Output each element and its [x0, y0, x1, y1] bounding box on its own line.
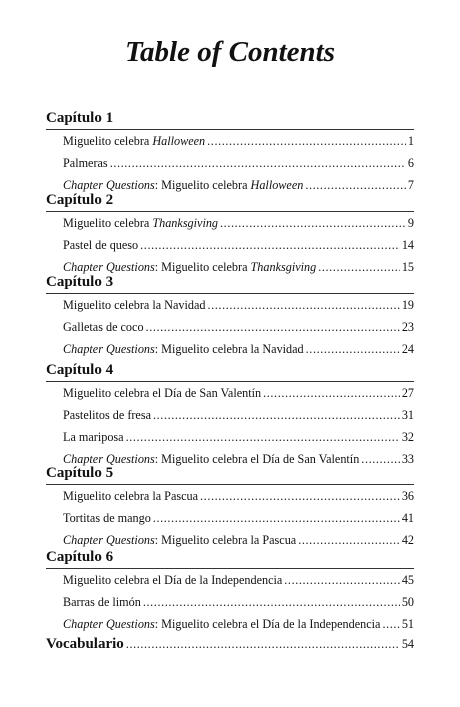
- entry-title: [63, 507, 151, 529]
- entry-page-number: 32: [401, 430, 414, 444]
- entry-title: [63, 130, 205, 152]
- toc-entry[interactable]: [46, 404, 414, 426]
- page-title: Table of Contents: [124, 36, 335, 68]
- chapter-block: [46, 462, 414, 551]
- entry-prefix: Chapter Questions: [63, 452, 155, 466]
- entry-page-number: 9: [407, 216, 414, 230]
- vocabulary-heading: Vocabulario: [46, 636, 124, 652]
- toc-entry[interactable]: [46, 507, 414, 529]
- chapter-heading: Capítulo 5: [46, 465, 114, 481]
- entry-title: [63, 426, 124, 448]
- entry-page-number: 23: [401, 320, 414, 334]
- toc-entry[interactable]: [46, 426, 414, 448]
- entry-page-number: 14: [401, 238, 414, 252]
- entry-page-number: 33: [401, 452, 414, 466]
- toc-entry[interactable]: [46, 485, 414, 507]
- entry-title: [63, 212, 218, 234]
- toc-entry[interactable]: [46, 569, 414, 591]
- entry-prefix: Chapter Questions: [63, 260, 155, 274]
- dot-leader: [263, 382, 400, 404]
- entry-title: [63, 591, 141, 613]
- entry-prefix: Chapter Questions: [63, 342, 155, 356]
- toc-entry[interactable]: [46, 234, 414, 256]
- entry-page-number: 1: [407, 134, 414, 148]
- dot-leader: [153, 507, 400, 529]
- entry-italic-text: Thanksgiving: [250, 260, 317, 274]
- dot-leader: [126, 426, 400, 448]
- toc-entry[interactable]: [46, 316, 414, 338]
- dot-leader: [306, 338, 400, 360]
- entry-text: : Miguelito celebra la Navidad: [154, 342, 304, 356]
- entry-text: Barras de limón: [63, 595, 141, 609]
- dot-leader: [110, 152, 406, 174]
- chapter-block: [46, 271, 414, 360]
- entry-text: : Miguelito celebra: [154, 178, 251, 192]
- entry-page-number: 31: [401, 408, 414, 422]
- chapter-heading: Capítulo 1: [46, 110, 114, 126]
- entry-page-number: 36: [401, 489, 414, 503]
- entry-text: Pastelitos de fresa: [63, 408, 151, 422]
- toc-entry[interactable]: [46, 591, 414, 613]
- dot-leader: [200, 485, 400, 507]
- chapter-heading: Capítulo 6: [46, 549, 114, 565]
- dot-leader: [220, 212, 406, 234]
- entry-page-number: 51: [401, 617, 414, 631]
- entry-text: : Miguelito celebra la Pascua: [154, 533, 297, 547]
- entry-page-number: 45: [401, 573, 414, 587]
- entry-text: Miguelito celebra: [63, 134, 153, 148]
- entry-page-number: 42: [401, 533, 414, 547]
- toc-entry[interactable]: [46, 152, 414, 174]
- toc-entry[interactable]: [46, 294, 414, 316]
- toc-entry[interactable]: [46, 212, 414, 234]
- dot-leader: [140, 234, 400, 256]
- entry-title: [63, 569, 282, 591]
- entry-title: [63, 152, 108, 174]
- dot-leader: [207, 130, 406, 152]
- entry-text: Tortitas de mango: [63, 511, 151, 525]
- entry-title: [63, 485, 198, 507]
- chapter-heading: Capítulo 4: [46, 362, 114, 378]
- dot-leader: [143, 591, 400, 613]
- chapter-block: [46, 546, 414, 635]
- vocabulary-page-number: 54: [401, 637, 414, 651]
- entry-italic-text: Halloween: [152, 134, 206, 148]
- entry-text: Miguelito celebra la Pascua: [63, 489, 199, 503]
- entry-italic-text: Halloween: [250, 178, 304, 192]
- entry-page-number: 41: [401, 511, 414, 525]
- entry-title: [63, 294, 205, 316]
- entry-text: : Miguelito celebra: [154, 260, 251, 274]
- entry-prefix: Chapter Questions: [63, 617, 155, 631]
- dot-leader: [382, 613, 399, 635]
- entry-text: Miguelito celebra el Día de la Independencia: [63, 573, 283, 587]
- toc-entry[interactable]: [46, 613, 414, 635]
- entry-title: [63, 404, 151, 426]
- entry-text: : Miguelito celebra el Día de la Independencia: [154, 617, 381, 631]
- toc-entry[interactable]: [46, 382, 414, 404]
- chapter-block: [46, 189, 414, 278]
- entry-text: La mariposa: [63, 430, 124, 444]
- chapter-block: [46, 359, 414, 470]
- entry-prefix: Chapter Questions: [63, 178, 155, 192]
- entry-text: Palmeras: [63, 156, 108, 170]
- entry-title: [63, 338, 304, 360]
- entry-page-number: 6: [407, 156, 414, 170]
- dot-leader: [153, 404, 400, 426]
- entry-page-number: 7: [407, 178, 414, 192]
- entry-page-number: 15: [401, 260, 414, 274]
- entry-title: [63, 382, 261, 404]
- entry-page-number: 24: [401, 342, 414, 356]
- entry-text: : Miguelito celebra el Día de San Valentín: [154, 452, 360, 466]
- entry-page-number: 50: [401, 595, 414, 609]
- dot-leader: [126, 633, 400, 655]
- vocabulary-entry[interactable]: [46, 633, 414, 655]
- entry-title: [63, 234, 138, 256]
- toc-entry[interactable]: [46, 130, 414, 152]
- toc-entry[interactable]: [46, 338, 414, 360]
- entry-page-number: 27: [401, 386, 414, 400]
- entry-title: [63, 316, 144, 338]
- chapter-heading: Capítulo 3: [46, 274, 114, 290]
- entry-prefix: Chapter Questions: [63, 533, 155, 547]
- chapter-heading: Capítulo 2: [46, 192, 114, 208]
- dot-leader: [146, 316, 400, 338]
- entry-text: Miguelito celebra el Día de San Valentín: [63, 386, 262, 400]
- entry-title: [63, 613, 380, 635]
- entry-text: Miguelito celebra: [63, 216, 153, 230]
- entry-text: Galletas de coco: [63, 320, 144, 334]
- entry-page-number: 19: [401, 298, 414, 312]
- dot-leader: [284, 569, 400, 591]
- entry-italic-text: Thanksgiving: [152, 216, 219, 230]
- chapter-block: [46, 107, 414, 196]
- entry-text: Miguelito celebra la Navidad: [63, 298, 206, 312]
- entry-text: Pastel de queso: [63, 238, 139, 252]
- dot-leader: [207, 294, 399, 316]
